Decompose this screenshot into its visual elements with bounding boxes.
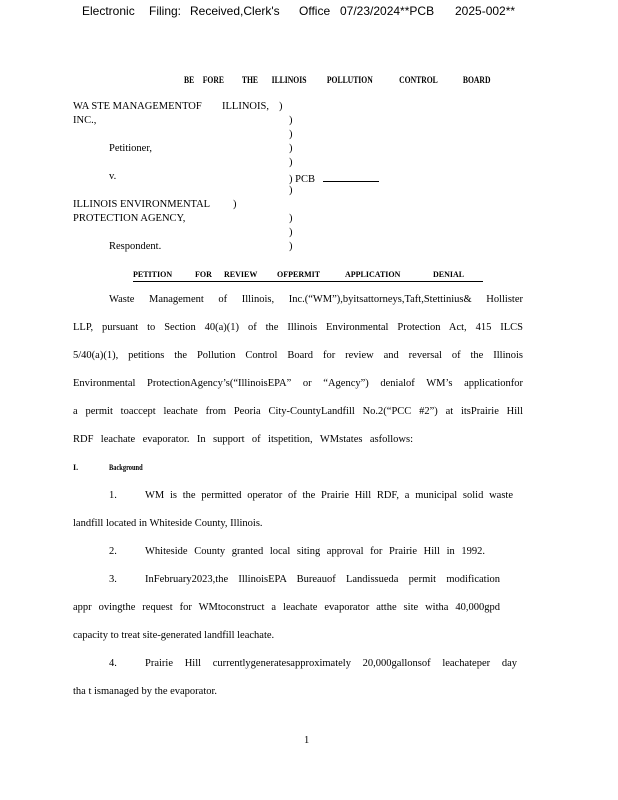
paragraph-line: appr ovingthe request for WMtoconstruct a leachate evaporator atthe site witha 40,000gpd [73, 602, 500, 613]
header-electronic: Electronic [82, 4, 135, 18]
board-title-illinois: ILLINOIS [271, 75, 307, 85]
header-date-pcb: 07/23/2024**PCB [340, 4, 435, 18]
pcb-label: ) PCB [289, 174, 315, 185]
page-number: 1 [304, 735, 310, 746]
caption-paren: ) [289, 115, 293, 126]
paragraph-line: tha t ismanaged by the evaporator. [73, 686, 218, 697]
intro-line: a permit toaccept leachate from Peoria City-CountyLandfill No.2(“PCC #2”) at itsPrairie Hill [73, 406, 523, 417]
caption-paren: ) [289, 241, 293, 252]
title-review: REVIEW [224, 270, 258, 279]
intro-line: RDF leachate evaporator. In support of itspetition, WMstates asfollows: [73, 434, 413, 445]
intro-line: Waste Management of Illinois, Inc.(“WM”),byitsattorneys,Taft,Stettinius& Hollister [109, 294, 523, 305]
board-title-be: BE [184, 75, 195, 85]
pcb-number-line [289, 171, 379, 186]
respondent-role: Respondent. [109, 241, 162, 252]
document-title [133, 269, 483, 282]
board-title-control: CONTROL [399, 75, 438, 85]
header-filing: Filing: [149, 4, 182, 18]
board-title-pollution: POLLUTION [326, 75, 373, 85]
respondent-name: ILLINOIS ENVIRONMENTAL [73, 199, 211, 210]
petitioner-name: WA STE MANAGEMENTOF [73, 101, 202, 112]
caption-paren: ) [233, 199, 237, 210]
intro-line: 5/40(a)(1), petitions the Pollution Control Board for review and reversal of the Illinois [73, 350, 523, 361]
paragraph-number: 2. [109, 546, 117, 557]
caption-paren: ) [289, 185, 293, 196]
title-application: APPLICATION [345, 270, 401, 279]
caption-paren: ) [289, 157, 293, 168]
title-petition: PETITION [133, 270, 173, 279]
paragraph-line: Prairie Hill currentlygeneratesapproximately 20,000gallonsof leachateper day [145, 658, 517, 669]
petitioner-role: Petitioner, [109, 143, 153, 154]
caption-paren: ) [289, 227, 293, 238]
board-title-board: BOARD [462, 75, 491, 85]
title-ofpermit: OFPERMIT [277, 270, 321, 279]
respondent-name-2: PROTECTION AGENCY, [73, 213, 186, 224]
paragraph-number: 3. [109, 574, 117, 585]
paragraph-line: landfill located in Whiteside County, Illinois. [73, 518, 263, 529]
caption-paren: ) [289, 213, 293, 224]
caption-paren: ) [289, 143, 293, 154]
paragraph-number: 1. [109, 490, 117, 501]
paragraph-number: 4. [109, 658, 117, 669]
caption-paren: ) [279, 101, 283, 112]
section-heading: Background [109, 463, 143, 472]
caption-paren: ) [289, 129, 293, 140]
intro-line: Environmental ProtectionAgency’s(“IllinoisEPA” or “Agency”) denialof WM’s applicationfor [73, 378, 523, 389]
paragraph-line: InFebruary2023,the IllinoisEPA Bureauof Landissueda permit modification [145, 574, 500, 585]
petitioner-name-illinois: ILLINOIS, [222, 101, 269, 112]
title-denial: DENIAL [433, 270, 465, 279]
header-case-number: 2025-002** [455, 4, 516, 18]
petitioner-name-inc: INC., [73, 115, 97, 126]
intro-line: LLP, pursuant to Section 40(a)(1) of the Illinois Environmental Protection Act, 415 ILCS [73, 322, 523, 333]
board-title-the: THE [241, 75, 259, 85]
paragraph-line: capacity to treat site-generated landfill leachate. [73, 630, 275, 641]
header-office: Office [299, 4, 331, 18]
versus: v. [109, 171, 117, 182]
section-numeral: I. [73, 463, 79, 472]
paragraph-line: Whiteside County granted local siting approval for Prairie Hill in 1992. [145, 546, 485, 557]
board-title-fore: FORE [202, 75, 225, 85]
title-for: FOR [195, 270, 212, 279]
paragraph-line: WM is the permitted operator of the Prairie Hill RDF, a municipal solid waste [145, 490, 513, 501]
pcb-blank [323, 171, 379, 182]
header-received: Received,Clerk's [190, 4, 280, 18]
